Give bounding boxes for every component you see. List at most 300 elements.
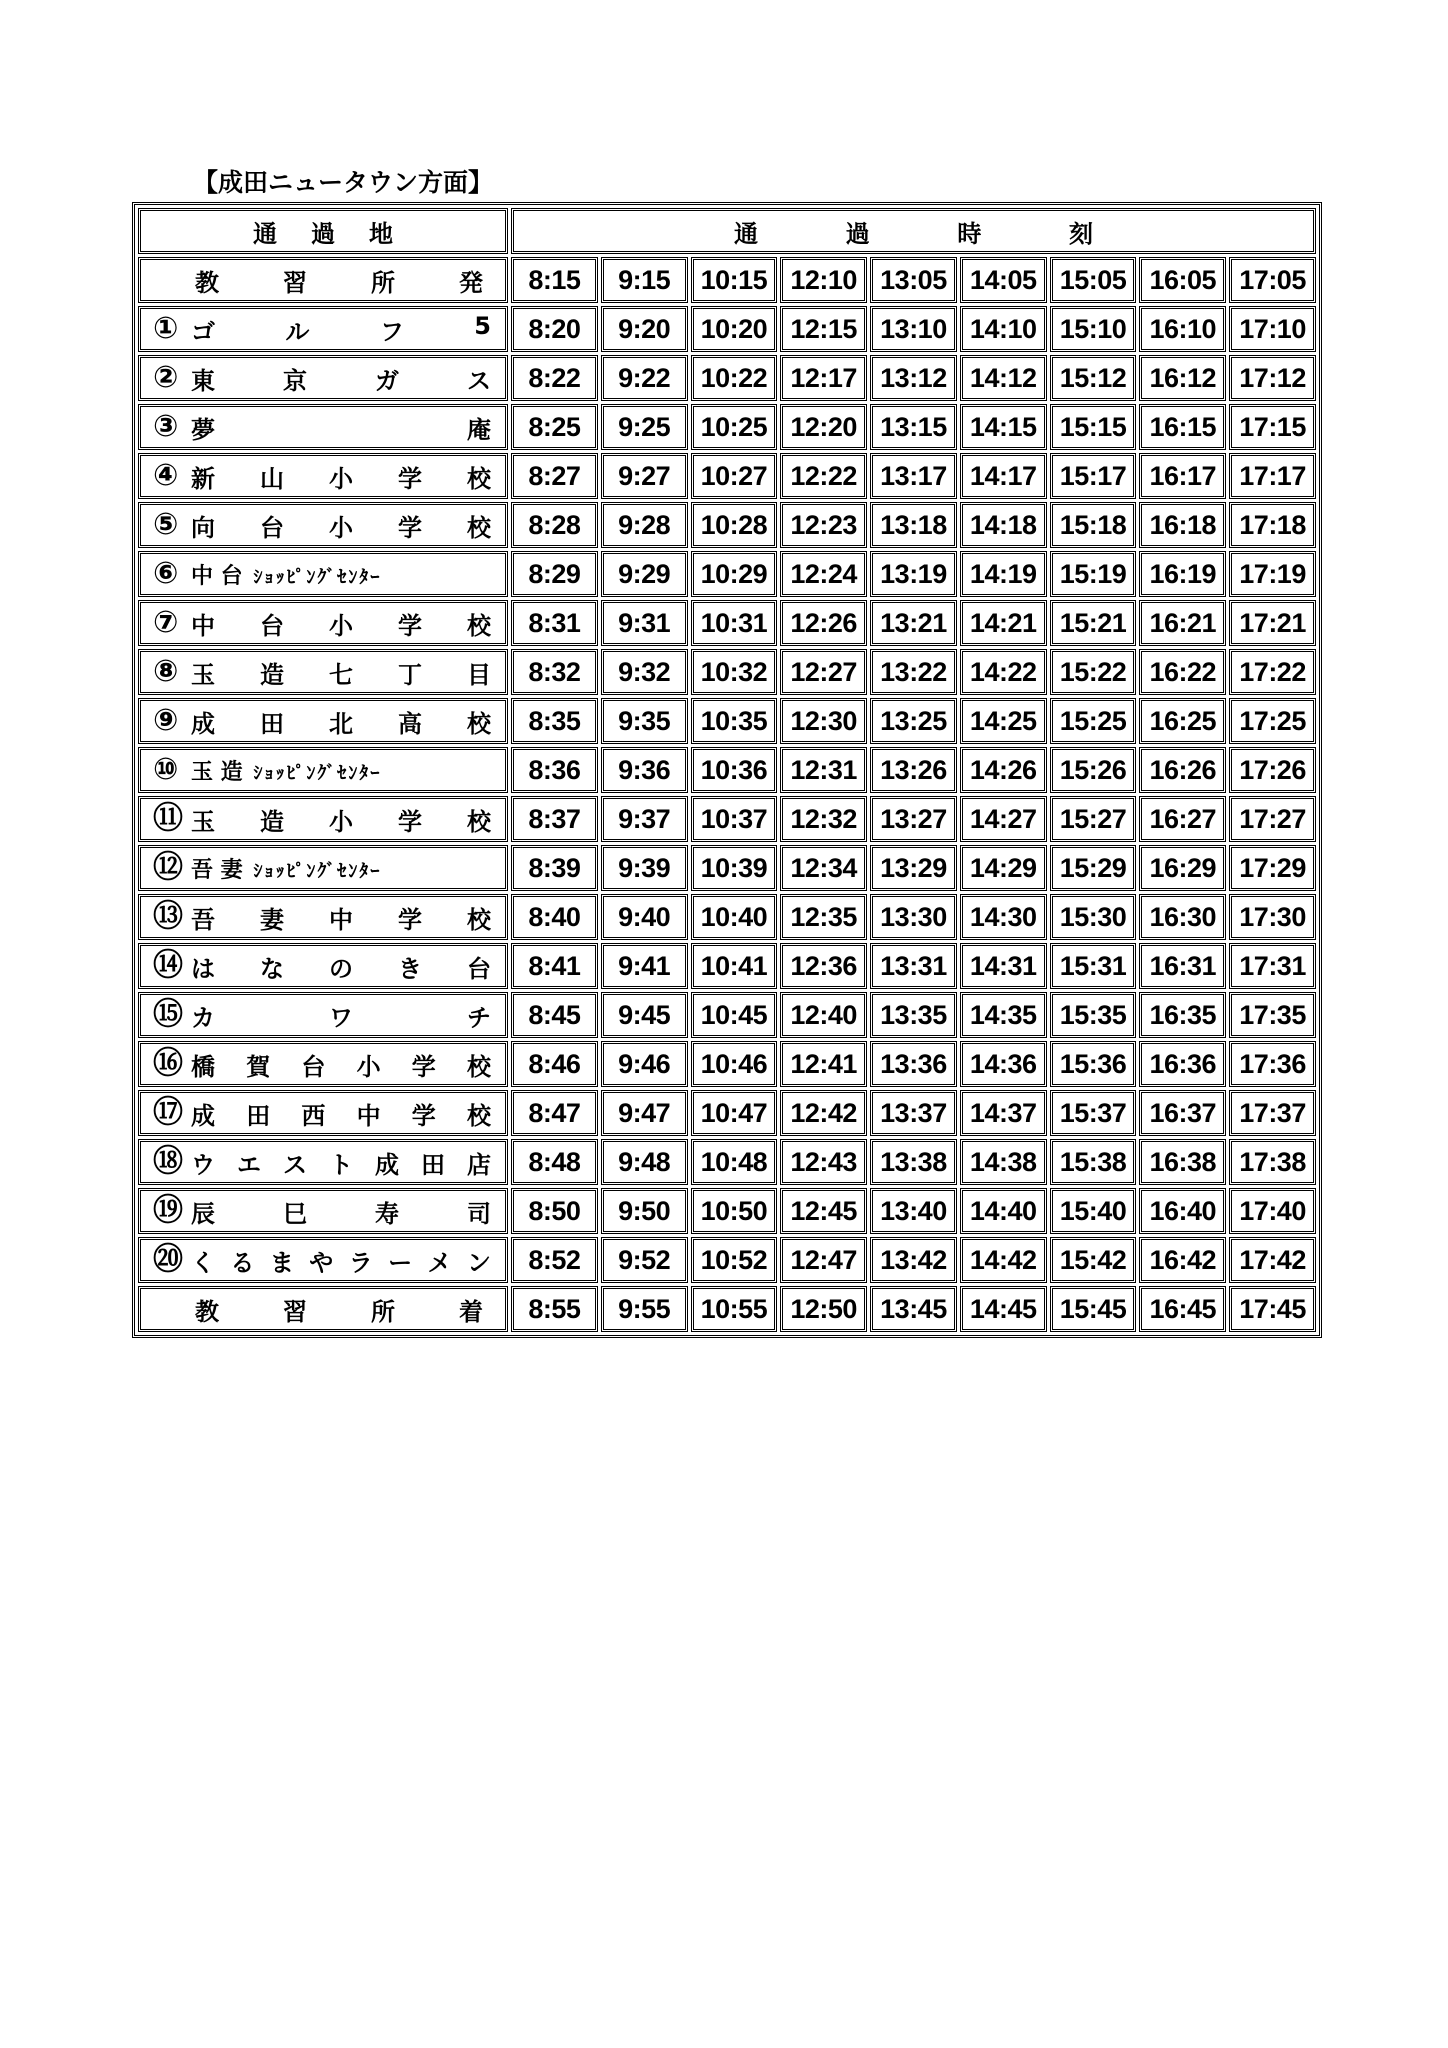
stop-name-char: 小 bbox=[356, 1052, 381, 1081]
stop-number: ③ bbox=[153, 409, 179, 444]
time-cell: 10:41 bbox=[691, 943, 778, 989]
stop-number: ⑦ bbox=[153, 605, 179, 640]
time-column-header bbox=[511, 208, 1316, 254]
time-cell: 9:45 bbox=[601, 992, 688, 1038]
time-cell: 15:25 bbox=[1050, 698, 1137, 744]
time-cell: 10:37 bbox=[691, 796, 778, 842]
time-cell: 12:15 bbox=[780, 306, 867, 352]
time-cell: 17:12 bbox=[1229, 355, 1316, 401]
header-char: 過 bbox=[311, 219, 335, 248]
stop-name bbox=[187, 900, 493, 935]
stop-name-char: 吾 bbox=[191, 905, 215, 934]
time-cell: 9:39 bbox=[601, 845, 688, 891]
time-cell: 10:52 bbox=[691, 1237, 778, 1283]
time-cell: 9:55 bbox=[601, 1286, 688, 1332]
stop-name bbox=[187, 998, 493, 1033]
stop-name-char: 辰 bbox=[191, 1199, 215, 1228]
stop-name-cell bbox=[138, 943, 508, 989]
time-cell: 9:48 bbox=[601, 1139, 688, 1185]
stop-name-char: 小 bbox=[329, 464, 353, 493]
header-char: 刻 bbox=[1068, 219, 1093, 248]
stop-name-char: ラ bbox=[348, 1248, 373, 1277]
stop-row bbox=[138, 453, 1316, 499]
stop-name-prefix: 玉 造 bbox=[191, 759, 243, 785]
label-char: 習 bbox=[283, 1297, 307, 1326]
time-cell: 12:23 bbox=[780, 502, 867, 548]
stop-name bbox=[187, 802, 493, 837]
time-cell: 8:31 bbox=[511, 600, 598, 646]
time-cell: 17:15 bbox=[1229, 404, 1316, 450]
stop-name-char: 目 bbox=[467, 660, 491, 689]
time-cell: 16:27 bbox=[1139, 796, 1226, 842]
time-cell: 17:31 bbox=[1229, 943, 1316, 989]
time-cell: 15:38 bbox=[1050, 1139, 1137, 1185]
time-cell: 10:25 bbox=[691, 404, 778, 450]
stop-name-char: 造 bbox=[260, 660, 284, 689]
time-cell: 17:45 bbox=[1229, 1286, 1316, 1332]
time-cell: 8:52 bbox=[511, 1237, 598, 1283]
time-cell: 13:25 bbox=[870, 698, 957, 744]
time-cell: 17:18 bbox=[1229, 502, 1316, 548]
time-cell: 8:37 bbox=[511, 796, 598, 842]
stop-number: ⑫ bbox=[153, 850, 183, 885]
time-cell: 8:39 bbox=[511, 845, 598, 891]
time-cell: 12:26 bbox=[780, 600, 867, 646]
stop-name-char: 小 bbox=[329, 611, 353, 640]
time-cell: 17:21 bbox=[1229, 600, 1316, 646]
stop-name-char: 校 bbox=[467, 905, 491, 934]
time-cell: 14:25 bbox=[960, 698, 1047, 744]
time-cell: 14:19 bbox=[960, 551, 1047, 597]
time-cell: 10:36 bbox=[691, 747, 778, 793]
stop-name-char: 学 bbox=[411, 1052, 436, 1081]
time-cell: 8:47 bbox=[511, 1090, 598, 1136]
stop-name bbox=[187, 655, 493, 690]
stop-number: ⑰ bbox=[153, 1095, 183, 1130]
stop-name bbox=[187, 361, 493, 396]
stop-name-char: 小 bbox=[329, 513, 353, 542]
stop-name-cell bbox=[138, 600, 508, 646]
stop-name-char: な bbox=[260, 954, 284, 983]
stop-name-char: 七 bbox=[329, 660, 353, 689]
time-cell: 12:27 bbox=[780, 649, 867, 695]
stop-name-char: 学 bbox=[398, 611, 422, 640]
time-cell: 8:45 bbox=[511, 992, 598, 1038]
stop-name-cell bbox=[138, 306, 508, 352]
stop-row bbox=[138, 1139, 1316, 1185]
stop-name-char: ー bbox=[388, 1248, 413, 1277]
time-cell: 10:22 bbox=[691, 355, 778, 401]
header-char: 通 bbox=[253, 219, 277, 248]
time-cell: 14:40 bbox=[960, 1188, 1047, 1234]
time-cell: 14:05 bbox=[960, 257, 1047, 303]
stop-number: ⑩ bbox=[153, 752, 179, 787]
time-cell: 14:37 bbox=[960, 1090, 1047, 1136]
stop-name-char: 橋 bbox=[191, 1052, 215, 1081]
time-cell: 9:15 bbox=[601, 257, 688, 303]
time-cell: 13:29 bbox=[870, 845, 957, 891]
time-cell: 16:37 bbox=[1139, 1090, 1226, 1136]
origin-row-label bbox=[138, 257, 508, 303]
time-cell: 14:12 bbox=[960, 355, 1047, 401]
stop-name-char: 成 bbox=[191, 709, 215, 738]
stop-name-cell bbox=[138, 1188, 508, 1234]
stop-name-char: 店 bbox=[467, 1150, 491, 1179]
time-cell: 17:19 bbox=[1229, 551, 1316, 597]
stop-name-char: 田 bbox=[260, 709, 284, 738]
time-cell: 16:40 bbox=[1139, 1188, 1226, 1234]
destination-row-label bbox=[138, 1286, 508, 1332]
time-cell: 12:22 bbox=[780, 453, 867, 499]
stop-name-char: 中 bbox=[191, 611, 215, 640]
stop-name bbox=[187, 1243, 493, 1278]
time-cell: 10:50 bbox=[691, 1188, 778, 1234]
stop-name-char: や bbox=[309, 1248, 334, 1277]
stop-number: ⑭ bbox=[153, 948, 183, 983]
time-cell: 10:39 bbox=[691, 845, 778, 891]
time-cell: 9:28 bbox=[601, 502, 688, 548]
stop-name-char: 学 bbox=[411, 1101, 436, 1130]
stop-name-cell bbox=[138, 649, 508, 695]
stop-name-char: ト bbox=[329, 1150, 353, 1179]
stop-name-cell bbox=[138, 404, 508, 450]
timetable bbox=[132, 202, 1322, 1338]
time-cell: 14:26 bbox=[960, 747, 1047, 793]
time-cell: 10:15 bbox=[691, 257, 778, 303]
destination-row bbox=[138, 1286, 1316, 1332]
stop-name-cell bbox=[138, 1041, 508, 1087]
time-cell: 8:29 bbox=[511, 551, 598, 597]
stop-name-char: 司 bbox=[467, 1199, 491, 1228]
label-char: 所 bbox=[371, 1297, 395, 1326]
time-cell: 10:45 bbox=[691, 992, 778, 1038]
time-cell: 8:15 bbox=[511, 257, 598, 303]
time-cell: 10:27 bbox=[691, 453, 778, 499]
label-char: 発 bbox=[459, 268, 483, 297]
stop-name bbox=[187, 1047, 493, 1082]
stop-name-suffix: ｼｮｯﾋﾟﾝｸﾞｾﾝﾀｰ bbox=[253, 860, 382, 882]
time-cell: 17:37 bbox=[1229, 1090, 1316, 1136]
time-cell: 15:26 bbox=[1050, 747, 1137, 793]
stop-name-char: 校 bbox=[466, 1101, 491, 1130]
stop-name-char: 校 bbox=[467, 611, 491, 640]
time-cell: 15:19 bbox=[1050, 551, 1137, 597]
stop-name bbox=[187, 949, 493, 984]
stop-name-suffix: ｼｮｯﾋﾟﾝｸﾞｾﾝﾀｰ bbox=[253, 762, 382, 784]
time-cell: 14:27 bbox=[960, 796, 1047, 842]
stop-number: ④ bbox=[153, 458, 179, 493]
stop-name-char: 寿 bbox=[375, 1199, 399, 1228]
time-cell: 12:35 bbox=[780, 894, 867, 940]
stop-number: ⑱ bbox=[153, 1144, 183, 1179]
time-cell: 13:31 bbox=[870, 943, 957, 989]
label-char: 教 bbox=[195, 268, 219, 297]
time-cell: 9:20 bbox=[601, 306, 688, 352]
time-cell: 8:36 bbox=[511, 747, 598, 793]
time-cell: 17:10 bbox=[1229, 306, 1316, 352]
time-cell: 14:42 bbox=[960, 1237, 1047, 1283]
time-cell: 10:40 bbox=[691, 894, 778, 940]
stop-name-char: 台 bbox=[260, 611, 284, 640]
stop-name-char: 田 bbox=[246, 1101, 271, 1130]
time-cell: 17:36 bbox=[1229, 1041, 1316, 1087]
stop-number: ② bbox=[153, 360, 179, 395]
time-cell: 12:36 bbox=[780, 943, 867, 989]
time-cell: 13:12 bbox=[870, 355, 957, 401]
time-cell: 17:40 bbox=[1229, 1188, 1316, 1234]
stop-name-char: く bbox=[191, 1248, 215, 1277]
time-cell: 16:12 bbox=[1139, 355, 1226, 401]
time-cell: 14:22 bbox=[960, 649, 1047, 695]
time-cell: 12:41 bbox=[780, 1041, 867, 1087]
time-cell: 13:36 bbox=[870, 1041, 957, 1087]
time-cell: 16:15 bbox=[1139, 404, 1226, 450]
stop-name-char: 玉 bbox=[191, 660, 215, 689]
time-cell: 12:31 bbox=[780, 747, 867, 793]
stop-name-char: チ bbox=[467, 1003, 491, 1032]
page-title: 【成田ニュータウン方面】 bbox=[193, 168, 494, 197]
stop-name-char: カ bbox=[191, 1003, 215, 1032]
time-cell: 17:25 bbox=[1229, 698, 1316, 744]
time-cell: 15:21 bbox=[1050, 600, 1137, 646]
stop-name-suffix: ｼｮｯﾋﾟﾝｸﾞｾﾝﾀｰ bbox=[253, 566, 382, 588]
stop-name-cell bbox=[138, 894, 508, 940]
time-cell: 16:35 bbox=[1139, 992, 1226, 1038]
time-cell: 15:18 bbox=[1050, 502, 1137, 548]
time-cell: 10:48 bbox=[691, 1139, 778, 1185]
header-row bbox=[138, 208, 1316, 254]
time-cell: 8:48 bbox=[511, 1139, 598, 1185]
stop-name-cell bbox=[138, 992, 508, 1038]
time-cell: 9:52 bbox=[601, 1237, 688, 1283]
stop-row bbox=[138, 943, 1316, 989]
time-cell: 16:25 bbox=[1139, 698, 1226, 744]
time-cell: 13:42 bbox=[870, 1237, 957, 1283]
time-cell: 10:55 bbox=[691, 1286, 778, 1332]
stop-row bbox=[138, 1237, 1316, 1283]
stop-number: ⑧ bbox=[153, 654, 179, 689]
time-cell: 14:30 bbox=[960, 894, 1047, 940]
time-cell: 12:50 bbox=[780, 1286, 867, 1332]
time-cell: 14:10 bbox=[960, 306, 1047, 352]
time-cell: 12:42 bbox=[780, 1090, 867, 1136]
time-cell: 13:17 bbox=[870, 453, 957, 499]
time-cell: 9:31 bbox=[601, 600, 688, 646]
stop-name-char: 玉 bbox=[191, 807, 215, 836]
stop-name-char: る bbox=[230, 1248, 255, 1277]
stop-name bbox=[187, 755, 493, 786]
stop-name-char: ス bbox=[467, 366, 491, 395]
time-cell: 8:28 bbox=[511, 502, 598, 548]
time-cell: 16:18 bbox=[1139, 502, 1226, 548]
time-cell: 13:26 bbox=[870, 747, 957, 793]
stop-number: ⑥ bbox=[153, 556, 179, 591]
time-cell: 15:36 bbox=[1050, 1041, 1137, 1087]
stop-name-char: 台 bbox=[467, 954, 491, 983]
time-cell: 16:45 bbox=[1139, 1286, 1226, 1332]
stop-row bbox=[138, 747, 1316, 793]
time-cell: 13:30 bbox=[870, 894, 957, 940]
time-cell: 13:15 bbox=[870, 404, 957, 450]
time-cell: 17:27 bbox=[1229, 796, 1316, 842]
time-cell: 8:25 bbox=[511, 404, 598, 450]
stop-row bbox=[138, 1041, 1316, 1087]
label-char: 着 bbox=[459, 1297, 483, 1326]
stop-name-char: 校 bbox=[467, 807, 491, 836]
stop-name-char: 妻 bbox=[260, 905, 284, 934]
time-cell: 9:22 bbox=[601, 355, 688, 401]
stop-name-char: 学 bbox=[398, 513, 422, 542]
stop-name bbox=[187, 559, 493, 590]
time-cell: 9:32 bbox=[601, 649, 688, 695]
time-cell: 13:18 bbox=[870, 502, 957, 548]
time-cell: 17:38 bbox=[1229, 1139, 1316, 1185]
stop-name-char: 京 bbox=[283, 366, 307, 395]
stop-row bbox=[138, 796, 1316, 842]
time-cell: 15:40 bbox=[1050, 1188, 1137, 1234]
stop-name-char: 賀 bbox=[246, 1052, 271, 1081]
stop-name-char: 校 bbox=[467, 709, 491, 738]
stop-name-char: ガ bbox=[375, 366, 399, 395]
stop-name-cell bbox=[138, 453, 508, 499]
time-cell: 12:32 bbox=[780, 796, 867, 842]
stop-name-char: ま bbox=[269, 1248, 294, 1277]
stop-name-char: 山 bbox=[260, 464, 284, 493]
time-cell: 14:36 bbox=[960, 1041, 1047, 1087]
time-cell: 8:20 bbox=[511, 306, 598, 352]
header-char: 時 bbox=[957, 219, 982, 248]
time-cell: 16:31 bbox=[1139, 943, 1226, 989]
time-cell: 8:40 bbox=[511, 894, 598, 940]
time-cell: 8:41 bbox=[511, 943, 598, 989]
time-cell: 12:17 bbox=[780, 355, 867, 401]
stop-row bbox=[138, 894, 1316, 940]
stop-name bbox=[187, 1096, 493, 1131]
stop-row bbox=[138, 502, 1316, 548]
stop-number: ⑨ bbox=[153, 703, 179, 738]
stop-name-char: 学 bbox=[398, 905, 422, 934]
stop-name-char: ワ bbox=[329, 1003, 353, 1032]
stop-name-char: 台 bbox=[301, 1052, 326, 1081]
time-cell: 15:05 bbox=[1050, 257, 1137, 303]
stop-name-cell bbox=[138, 1139, 508, 1185]
time-cell: 14:29 bbox=[960, 845, 1047, 891]
stop-number: ⑬ bbox=[153, 899, 183, 934]
stop-name bbox=[187, 410, 493, 445]
label-char: 所 bbox=[371, 268, 395, 297]
time-cell: 14:18 bbox=[960, 502, 1047, 548]
header-char: 通 bbox=[734, 219, 758, 248]
time-cell: 8:50 bbox=[511, 1188, 598, 1234]
time-cell: 10:31 bbox=[691, 600, 778, 646]
time-cell: 10:20 bbox=[691, 306, 778, 352]
time-cell: 16:21 bbox=[1139, 600, 1226, 646]
time-cell: 16:36 bbox=[1139, 1041, 1226, 1087]
header-char: 過 bbox=[845, 219, 870, 248]
time-cell: 16:26 bbox=[1139, 747, 1226, 793]
stop-name-prefix: 中 台 bbox=[191, 563, 243, 589]
stop-name-char: ゴ bbox=[191, 317, 215, 346]
time-cell: 10:28 bbox=[691, 502, 778, 548]
stop-name bbox=[187, 312, 493, 347]
stop-name-char: の bbox=[329, 954, 353, 983]
stop-name-char: 学 bbox=[398, 807, 422, 836]
stop-name-char: メ bbox=[427, 1248, 452, 1277]
stop-number: ① bbox=[153, 311, 179, 346]
time-cell: 12:10 bbox=[780, 257, 867, 303]
time-cell: 14:17 bbox=[960, 453, 1047, 499]
time-cell: 15:27 bbox=[1050, 796, 1137, 842]
time-cell: 12:24 bbox=[780, 551, 867, 597]
stop-name-cell bbox=[138, 355, 508, 401]
stop-name-char: ウ bbox=[191, 1150, 215, 1179]
stop-name-cell bbox=[138, 845, 508, 891]
stop-name-char: 西 bbox=[301, 1101, 326, 1130]
stop-name-char: 成 bbox=[191, 1101, 215, 1130]
time-cell: 17:26 bbox=[1229, 747, 1316, 793]
time-cell: 15:17 bbox=[1050, 453, 1137, 499]
time-cell: 9:27 bbox=[601, 453, 688, 499]
time-cell: 13:05 bbox=[870, 257, 957, 303]
time-cell: 9:25 bbox=[601, 404, 688, 450]
time-cell: 15:30 bbox=[1050, 894, 1137, 940]
stop-name-char: 北 bbox=[329, 709, 353, 738]
stop-name-cell bbox=[138, 502, 508, 548]
time-cell: 17:35 bbox=[1229, 992, 1316, 1038]
stop-name-char: 新 bbox=[191, 464, 215, 493]
stop-name-char: 巳 bbox=[283, 1199, 307, 1228]
header-char: 地 bbox=[369, 219, 393, 248]
time-cell: 16:10 bbox=[1139, 306, 1226, 352]
stop-name-char: 向 bbox=[191, 513, 215, 542]
stop-name-char: 夢 bbox=[191, 415, 215, 444]
time-cell: 17:30 bbox=[1229, 894, 1316, 940]
stop-number: ⑯ bbox=[153, 1046, 183, 1081]
time-cell: 13:19 bbox=[870, 551, 957, 597]
stop-name-char: 造 bbox=[260, 807, 284, 836]
time-cell: 14:35 bbox=[960, 992, 1047, 1038]
time-cell: 8:27 bbox=[511, 453, 598, 499]
time-cell: 15:37 bbox=[1050, 1090, 1137, 1136]
stop-name-char: 高 bbox=[398, 709, 422, 738]
time-cell: 16:42 bbox=[1139, 1237, 1226, 1283]
time-cell: 17:22 bbox=[1229, 649, 1316, 695]
label-char: 教 bbox=[195, 1297, 219, 1326]
time-cell: 8:46 bbox=[511, 1041, 598, 1087]
stop-row bbox=[138, 1188, 1316, 1234]
time-cell: 12:34 bbox=[780, 845, 867, 891]
timetable-body bbox=[138, 208, 1316, 1332]
time-cell: 15:35 bbox=[1050, 992, 1137, 1038]
time-cell: 9:36 bbox=[601, 747, 688, 793]
time-cell: 13:10 bbox=[870, 306, 957, 352]
stop-row bbox=[138, 404, 1316, 450]
stop-row bbox=[138, 992, 1316, 1038]
time-cell: 13:27 bbox=[870, 796, 957, 842]
origin-row bbox=[138, 257, 1316, 303]
time-cell: 17:42 bbox=[1229, 1237, 1316, 1283]
stop-number: ⑮ bbox=[153, 997, 183, 1032]
time-cell: 13:45 bbox=[870, 1286, 957, 1332]
stop-name bbox=[187, 704, 493, 739]
stop-name-char: 中 bbox=[356, 1101, 381, 1130]
time-cell: 16:22 bbox=[1139, 649, 1226, 695]
time-cell: 14:31 bbox=[960, 943, 1047, 989]
stop-name-char: フ bbox=[379, 317, 404, 346]
time-cell: 10:47 bbox=[691, 1090, 778, 1136]
time-cell: 9:50 bbox=[601, 1188, 688, 1234]
time-cell: 12:40 bbox=[780, 992, 867, 1038]
